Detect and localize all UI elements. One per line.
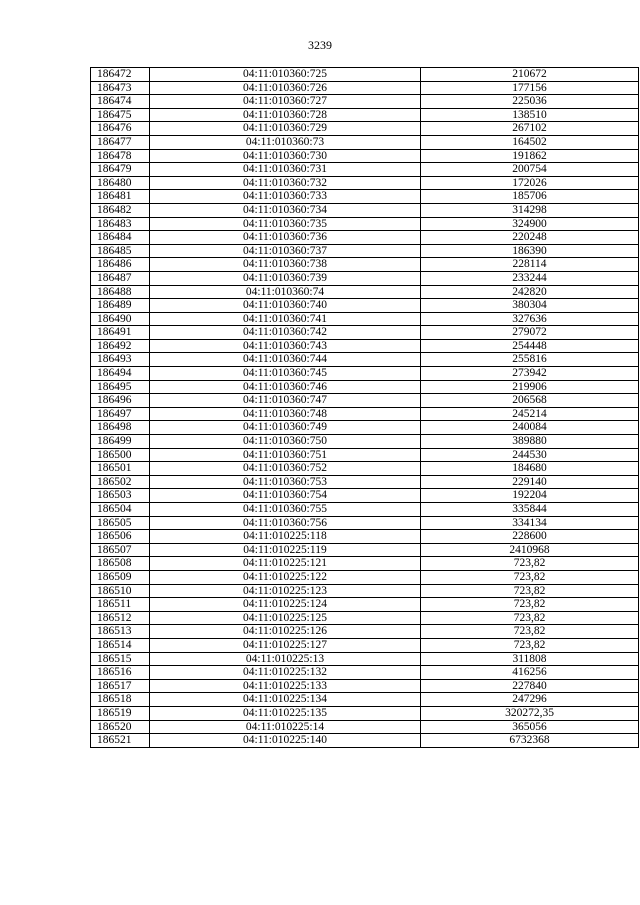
- row-number-cell: 186519: [91, 706, 150, 720]
- table-row: [91, 489, 639, 503]
- cadastral-number-cell: 04:11:010360:734: [150, 203, 421, 217]
- cadastral-number-cell: 04:11:010360:745: [150, 367, 421, 381]
- row-number-cell: 186501: [91, 462, 150, 476]
- cadastral-number-cell: 04:11:010360:738: [150, 258, 421, 272]
- row-number-cell: 186503: [91, 489, 150, 503]
- cadastral-number-cell: 04:11:010225:121: [150, 557, 421, 571]
- table-row: [91, 734, 639, 748]
- row-number-cell: 186481: [91, 190, 150, 204]
- table-row: [91, 339, 639, 353]
- row-number-cell: 186477: [91, 135, 150, 149]
- value-cell: 227840: [421, 679, 639, 693]
- cadastral-number-cell: 04:11:010225:122: [150, 570, 421, 584]
- value-cell: 380304: [421, 299, 639, 313]
- cadastral-number-cell: 04:11:010360:751: [150, 448, 421, 462]
- cadastral-number-cell: 04:11:010360:753: [150, 475, 421, 489]
- table-row: [91, 666, 639, 680]
- table-row: [91, 530, 639, 544]
- value-cell: 247296: [421, 693, 639, 707]
- table-row: [91, 611, 639, 625]
- cadastral-number-cell: 04:11:010360:727: [150, 95, 421, 109]
- table-row: [91, 394, 639, 408]
- table-row: [91, 258, 639, 272]
- value-cell: 240084: [421, 421, 639, 435]
- value-cell: 242820: [421, 285, 639, 299]
- row-number-cell: 186515: [91, 652, 150, 666]
- cadastral-number-cell: 04:11:010360:750: [150, 435, 421, 449]
- row-number-cell: 186500: [91, 448, 150, 462]
- row-number-cell: 186478: [91, 149, 150, 163]
- table-row: [91, 285, 639, 299]
- cadastral-number-cell: 04:11:010360:743: [150, 339, 421, 353]
- row-number-cell: 186498: [91, 421, 150, 435]
- row-number-cell: 186487: [91, 271, 150, 285]
- table-row: [91, 421, 639, 435]
- table-row: [91, 176, 639, 190]
- cadastral-number-cell: 04:11:010360:744: [150, 353, 421, 367]
- value-cell: 184680: [421, 462, 639, 476]
- value-cell: 416256: [421, 666, 639, 680]
- cadastral-number-cell: 04:11:010360:732: [150, 176, 421, 190]
- cadastral-number-cell: 04:11:010225:132: [150, 666, 421, 680]
- row-number-cell: 186475: [91, 108, 150, 122]
- cadastral-number-cell: 04:11:010360:739: [150, 271, 421, 285]
- table-row: [91, 95, 639, 109]
- table-row: [91, 598, 639, 612]
- row-number-cell: 186496: [91, 394, 150, 408]
- value-cell: 210672: [421, 68, 639, 82]
- value-cell: 320272,35: [421, 706, 639, 720]
- value-cell: 225036: [421, 95, 639, 109]
- cadastral-number-cell: 04:11:010360:730: [150, 149, 421, 163]
- row-number-cell: 186520: [91, 720, 150, 734]
- table-row: [91, 108, 639, 122]
- table-row: [91, 149, 639, 163]
- table-row: [91, 475, 639, 489]
- row-number-cell: 186516: [91, 666, 150, 680]
- row-number-cell: 186508: [91, 557, 150, 571]
- table-row: [91, 299, 639, 313]
- value-cell: 254448: [421, 339, 639, 353]
- value-cell: 723,82: [421, 625, 639, 639]
- value-cell: 138510: [421, 108, 639, 122]
- cadastral-number-cell: 04:11:010360:729: [150, 122, 421, 136]
- cadastral-number-cell: 04:11:010360:747: [150, 394, 421, 408]
- value-cell: 228114: [421, 258, 639, 272]
- cadastral-number-cell: 04:11:010360:737: [150, 244, 421, 258]
- table-row: [91, 693, 639, 707]
- row-number-cell: 186506: [91, 530, 150, 544]
- row-number-cell: 186521: [91, 734, 150, 748]
- row-number-cell: 186474: [91, 95, 150, 109]
- cadastral-number-cell: 04:11:010225:123: [150, 584, 421, 598]
- cadastral-number-cell: 04:11:010225:127: [150, 638, 421, 652]
- value-cell: 255816: [421, 353, 639, 367]
- table-row: [91, 557, 639, 571]
- value-cell: 185706: [421, 190, 639, 204]
- cadastral-number-cell: 04:11:010225:133: [150, 679, 421, 693]
- table-row: [91, 367, 639, 381]
- row-number-cell: 186514: [91, 638, 150, 652]
- table-row: [91, 203, 639, 217]
- table-row: [91, 122, 639, 136]
- table-row: [91, 503, 639, 517]
- value-cell: 191862: [421, 149, 639, 163]
- value-cell: 177156: [421, 81, 639, 95]
- value-cell: 324900: [421, 217, 639, 231]
- value-cell: 206568: [421, 394, 639, 408]
- registry-table-body: [91, 68, 639, 748]
- cadastral-number-cell: 04:11:010225:140: [150, 734, 421, 748]
- table-row: [91, 217, 639, 231]
- cadastral-number-cell: 04:11:010360:742: [150, 326, 421, 340]
- cadastral-number-cell: 04:11:010360:748: [150, 407, 421, 421]
- value-cell: 200754: [421, 163, 639, 177]
- value-cell: 245214: [421, 407, 639, 421]
- row-number-cell: 186488: [91, 285, 150, 299]
- value-cell: 273942: [421, 367, 639, 381]
- table-row: [91, 353, 639, 367]
- value-cell: 2410968: [421, 543, 639, 557]
- table-row: [91, 720, 639, 734]
- table-row: [91, 231, 639, 245]
- cadastral-number-cell: 04:11:010360:735: [150, 217, 421, 231]
- value-cell: 233244: [421, 271, 639, 285]
- cadastral-number-cell: 04:11:010225:13: [150, 652, 421, 666]
- row-number-cell: 186479: [91, 163, 150, 177]
- cadastral-number-cell: 04:11:010225:124: [150, 598, 421, 612]
- value-cell: 389880: [421, 435, 639, 449]
- table-row: [91, 584, 639, 598]
- table-row: [91, 190, 639, 204]
- row-number-cell: 186507: [91, 543, 150, 557]
- cadastral-number-cell: 04:11:010225:134: [150, 693, 421, 707]
- row-number-cell: 186483: [91, 217, 150, 231]
- row-number-cell: 186502: [91, 475, 150, 489]
- value-cell: 723,82: [421, 638, 639, 652]
- table-row: [91, 516, 639, 530]
- table-row: [91, 679, 639, 693]
- table-row: [91, 68, 639, 82]
- row-number-cell: 186482: [91, 203, 150, 217]
- value-cell: 314298: [421, 203, 639, 217]
- value-cell: 186390: [421, 244, 639, 258]
- row-number-cell: 186505: [91, 516, 150, 530]
- cadastral-number-cell: 04:11:010225:119: [150, 543, 421, 557]
- page-number: 3239: [308, 38, 332, 52]
- table-row: [91, 326, 639, 340]
- row-number-cell: 186495: [91, 380, 150, 394]
- value-cell: 334134: [421, 516, 639, 530]
- cadastral-number-cell: 04:11:010225:118: [150, 530, 421, 544]
- row-number-cell: 186513: [91, 625, 150, 639]
- value-cell: 327636: [421, 312, 639, 326]
- cadastral-number-cell: 04:11:010360:754: [150, 489, 421, 503]
- table-row: [91, 135, 639, 149]
- cadastral-number-cell: 04:11:010360:755: [150, 503, 421, 517]
- table-row: [91, 271, 639, 285]
- cadastral-number-cell: 04:11:010360:736: [150, 231, 421, 245]
- row-number-cell: 186484: [91, 231, 150, 245]
- table-row: [91, 244, 639, 258]
- value-cell: 164502: [421, 135, 639, 149]
- value-cell: 365056: [421, 720, 639, 734]
- cadastral-number-cell: 04:11:010360:726: [150, 81, 421, 95]
- cadastral-number-cell: 04:11:010225:135: [150, 706, 421, 720]
- table-row: [91, 380, 639, 394]
- registry-table: [90, 67, 639, 748]
- value-cell: 192204: [421, 489, 639, 503]
- table-row: [91, 163, 639, 177]
- row-number-cell: 186480: [91, 176, 150, 190]
- row-number-cell: 186490: [91, 312, 150, 326]
- table-row: [91, 407, 639, 421]
- cadastral-number-cell: 04:11:010360:74: [150, 285, 421, 299]
- value-cell: 172026: [421, 176, 639, 190]
- table-row: [91, 81, 639, 95]
- row-number-cell: 186486: [91, 258, 150, 272]
- row-number-cell: 186509: [91, 570, 150, 584]
- value-cell: 229140: [421, 475, 639, 489]
- value-cell: 219906: [421, 380, 639, 394]
- value-cell: 723,82: [421, 557, 639, 571]
- row-number-cell: 186497: [91, 407, 150, 421]
- table-row: [91, 448, 639, 462]
- row-number-cell: 186476: [91, 122, 150, 136]
- value-cell: 335844: [421, 503, 639, 517]
- cadastral-number-cell: 04:11:010360:756: [150, 516, 421, 530]
- table-row: [91, 706, 639, 720]
- row-number-cell: 186472: [91, 68, 150, 82]
- value-cell: 220248: [421, 231, 639, 245]
- row-number-cell: 186492: [91, 339, 150, 353]
- row-number-cell: 186512: [91, 611, 150, 625]
- table-row: [91, 625, 639, 639]
- cadastral-number-cell: 04:11:010360:740: [150, 299, 421, 313]
- table-row: [91, 312, 639, 326]
- cadastral-number-cell: 04:11:010360:725: [150, 68, 421, 82]
- row-number-cell: 186517: [91, 679, 150, 693]
- cadastral-number-cell: 04:11:010360:746: [150, 380, 421, 394]
- cadastral-number-cell: 04:11:010360:749: [150, 421, 421, 435]
- table-row: [91, 462, 639, 476]
- row-number-cell: 186493: [91, 353, 150, 367]
- row-number-cell: 186510: [91, 584, 150, 598]
- row-number-cell: 186499: [91, 435, 150, 449]
- value-cell: 723,82: [421, 598, 639, 612]
- value-cell: 311808: [421, 652, 639, 666]
- value-cell: 279072: [421, 326, 639, 340]
- row-number-cell: 186494: [91, 367, 150, 381]
- row-number-cell: 186489: [91, 299, 150, 313]
- table-row: [91, 652, 639, 666]
- value-cell: 228600: [421, 530, 639, 544]
- value-cell: 723,82: [421, 570, 639, 584]
- value-cell: 723,82: [421, 584, 639, 598]
- table-row: [91, 638, 639, 652]
- row-number-cell: 186504: [91, 503, 150, 517]
- cadastral-number-cell: 04:11:010360:728: [150, 108, 421, 122]
- row-number-cell: 186473: [91, 81, 150, 95]
- cadastral-number-cell: 04:11:010225:125: [150, 611, 421, 625]
- table-row: [91, 570, 639, 584]
- value-cell: 244530: [421, 448, 639, 462]
- row-number-cell: 186491: [91, 326, 150, 340]
- value-cell: 6732368: [421, 734, 639, 748]
- cadastral-number-cell: 04:11:010360:731: [150, 163, 421, 177]
- table-row: [91, 435, 639, 449]
- cadastral-number-cell: 04:11:010225:126: [150, 625, 421, 639]
- row-number-cell: 186518: [91, 693, 150, 707]
- cadastral-number-cell: 04:11:010360:741: [150, 312, 421, 326]
- cadastral-number-cell: 04:11:010360:73: [150, 135, 421, 149]
- cadastral-number-cell: 04:11:010360:752: [150, 462, 421, 476]
- row-number-cell: 186511: [91, 598, 150, 612]
- row-number-cell: 186485: [91, 244, 150, 258]
- value-cell: 723,82: [421, 611, 639, 625]
- cadastral-number-cell: 04:11:010225:14: [150, 720, 421, 734]
- cadastral-number-cell: 04:11:010360:733: [150, 190, 421, 204]
- value-cell: 267102: [421, 122, 639, 136]
- table-row: [91, 543, 639, 557]
